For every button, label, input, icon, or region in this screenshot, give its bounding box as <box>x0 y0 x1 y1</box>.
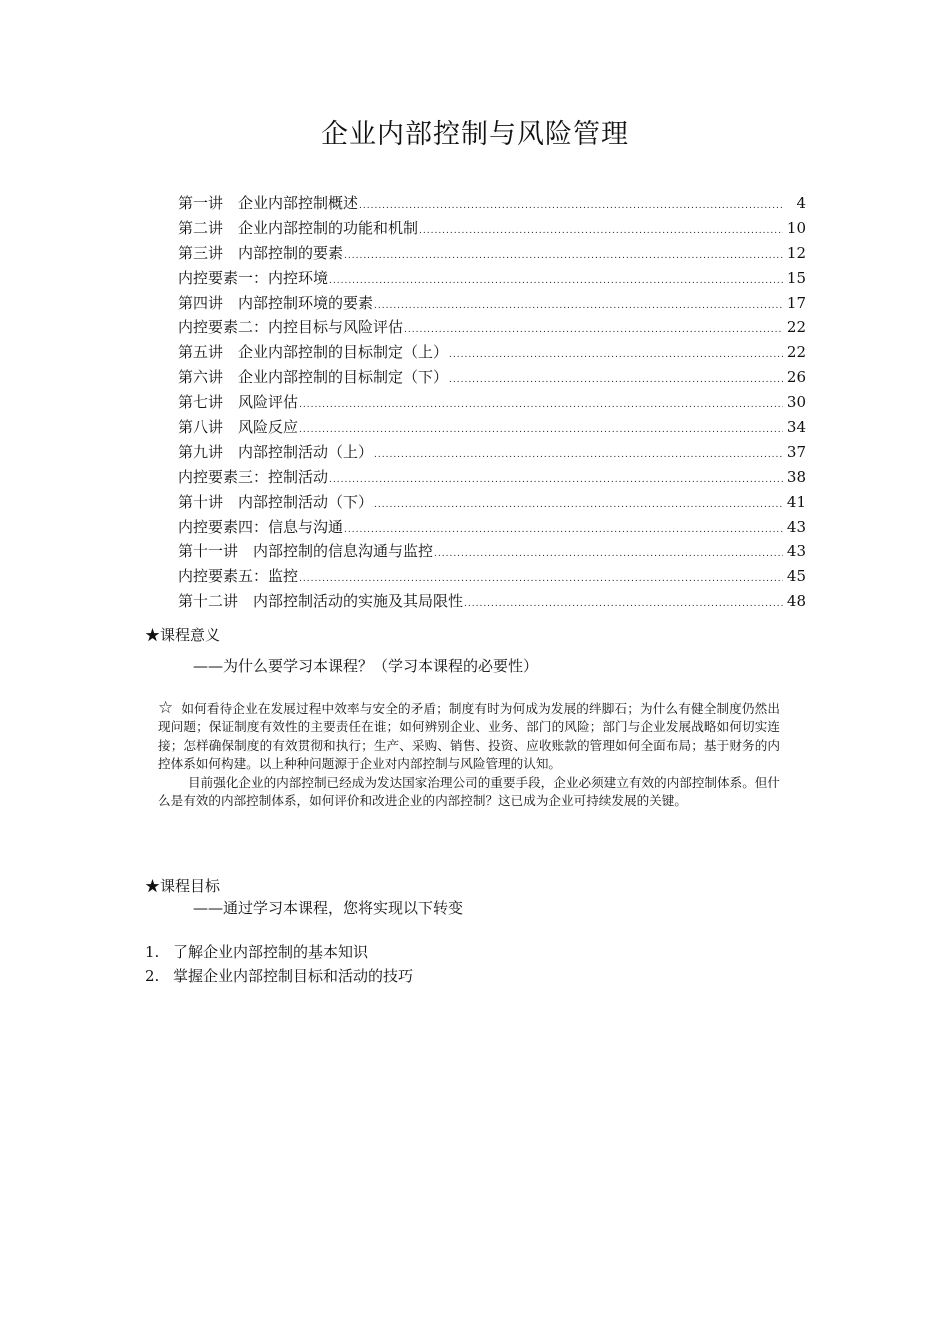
toc-page-number: 45 <box>786 567 806 586</box>
toc-row[interactable] <box>178 191 806 216</box>
toc-row[interactable] <box>178 291 806 316</box>
list-text: 掌握企业内部控制目标和活动的技巧 <box>173 967 414 985</box>
toc-page-number: 15 <box>786 268 806 287</box>
list-number: 1. <box>145 943 160 961</box>
toc-row[interactable] <box>178 465 806 490</box>
toc-leader-dots <box>299 393 783 418</box>
star-outline-icon: ☆ <box>158 698 174 718</box>
list-item <box>145 940 413 964</box>
toc-row[interactable] <box>178 216 806 241</box>
toc-page-number: 34 <box>786 418 806 437</box>
toc-row[interactable] <box>178 490 806 515</box>
toc-label: 内控要素三：控制活动 <box>178 467 329 486</box>
toc-label: 内控要素一：内控环境 <box>178 268 329 287</box>
toc-label: 第八讲 风险反应 <box>178 418 299 437</box>
toc-row[interactable] <box>178 515 806 540</box>
section-subtitle-objectives: ——通过学习本课程，您将实现以下转变 <box>193 899 464 917</box>
toc-page-number: 10 <box>786 218 806 237</box>
toc-label: 第四讲 内部控制环境的要素 <box>178 293 374 312</box>
toc-leader-dots <box>374 493 783 518</box>
toc-row[interactable] <box>178 266 806 291</box>
table-of-contents <box>178 191 806 614</box>
toc-leader-dots <box>449 343 783 368</box>
toc-page-number: 48 <box>786 592 806 611</box>
toc-leader-dots <box>449 368 783 393</box>
toc-page-number: 12 <box>786 243 806 262</box>
toc-label: 第十一讲 内部控制的信息沟通与监控 <box>178 542 434 561</box>
toc-label: 第六讲 企业内部控制的目标制定（下） <box>178 368 449 387</box>
toc-page-number: 30 <box>786 393 806 412</box>
toc-leader-dots <box>434 542 783 567</box>
toc-row[interactable] <box>178 315 806 340</box>
page-title: 企业内部控制与风险管理 <box>321 119 629 150</box>
paragraph: 目前强化企业的内部控制已经成为发达国家治理公司的重要手段，企业必须建立有效的内部控制体系。但什么是有效的内部控制体系，如何评价和改进企业的内部控制？这已成为企业可持续发展的关键。 <box>158 774 780 809</box>
list-number: 2. <box>145 967 160 985</box>
toc-label: 第九讲 内部控制活动（上） <box>178 442 374 461</box>
list-text: 了解企业内部控制的基本知识 <box>173 943 369 961</box>
toc-label: 内控要素五：监控 <box>178 567 299 586</box>
objectives-list <box>145 940 413 988</box>
paragraph <box>158 699 780 774</box>
toc-row[interactable] <box>178 539 806 564</box>
toc-label: 第七讲 风险评估 <box>178 393 299 412</box>
toc-page-number: 4 <box>796 194 806 212</box>
toc-label: 第一讲 企业内部控制概述 <box>178 194 359 212</box>
toc-row[interactable] <box>178 589 806 614</box>
toc-row[interactable] <box>178 340 806 365</box>
section-heading-objectives: ★课程目标 <box>145 877 221 895</box>
toc-label: 第十讲 内部控制活动（下） <box>178 492 374 511</box>
toc-row[interactable] <box>178 415 806 440</box>
toc-page-number: 43 <box>786 517 806 536</box>
toc-page-number: 37 <box>786 442 806 461</box>
list-item <box>145 964 413 988</box>
toc-row[interactable] <box>178 390 806 415</box>
toc-label: 第十二讲 内部控制活动的实施及其局限性 <box>178 592 464 611</box>
toc-label: 内控要素二：内控目标与风险评估 <box>178 318 404 337</box>
toc-page-number: 17 <box>786 293 806 312</box>
toc-leader-dots <box>344 244 783 269</box>
toc-leader-dots <box>419 219 783 244</box>
toc-label: 内控要素四：信息与沟通 <box>178 517 344 536</box>
toc-leader-dots <box>329 269 783 294</box>
section-subtitle-significance: ——为什么要学习本课程？（学习本课程的必要性） <box>193 657 539 675</box>
paragraph-text: 如何看待企业在发展过程中效率与安全的矛盾；制度有时为何成为发展的绊脚石；为什么有健全制度仍然出现问题；保证制度有效性的主要责任在谁；如何辨别企业、业务、部门的风险；部门与企业发展战略如何切实连接；怎样确保制度的有效贯彻和执行；生产、采购、销售、投资、应收账款的管理如何全面布局；基于财务的内控体系如何构建。以上种种问题源于企业对内部控制与风险管理的认知。 <box>158 701 780 772</box>
toc-page-number: 22 <box>786 343 806 362</box>
toc-row[interactable] <box>178 241 806 266</box>
toc-page-number: 38 <box>786 467 806 486</box>
toc-page-number: 22 <box>786 318 806 337</box>
toc-leader-dots <box>464 592 783 617</box>
toc-leader-dots <box>359 194 784 219</box>
toc-page-number: 26 <box>786 368 806 387</box>
significance-body <box>158 699 780 810</box>
toc-label: 第五讲 企业内部控制的目标制定（上） <box>178 343 449 362</box>
toc-leader-dots <box>329 468 783 493</box>
toc-row[interactable] <box>178 440 806 465</box>
toc-label: 第二讲 企业内部控制的功能和机制 <box>178 218 419 237</box>
toc-row[interactable] <box>178 564 806 589</box>
toc-label: 第三讲 内部控制的要素 <box>178 243 344 262</box>
toc-page-number: 43 <box>786 542 806 561</box>
toc-leader-dots <box>374 294 783 319</box>
toc-row[interactable] <box>178 365 806 390</box>
toc-leader-dots <box>404 318 783 343</box>
toc-page-number: 41 <box>786 492 806 511</box>
toc-leader-dots <box>374 443 783 468</box>
section-heading-significance: ★课程意义 <box>145 626 221 644</box>
